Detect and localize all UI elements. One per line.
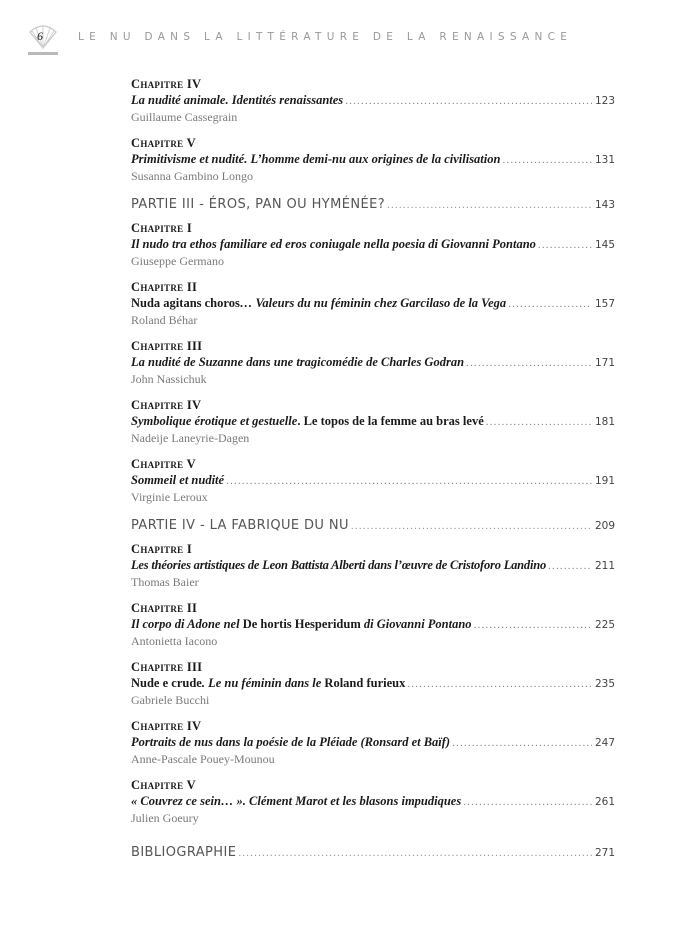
dot-leader — [407, 676, 592, 693]
chapter-title-line[interactable] — [131, 616, 615, 633]
chapter-label: Chapitre IV — [131, 719, 202, 733]
chapter-title-part: . Le topos de la femme au bras levé — [297, 414, 484, 428]
chapter-label: Chapitre III — [131, 339, 203, 353]
dot-leader — [538, 237, 592, 254]
dot-leader — [466, 355, 592, 372]
chapter-label: Chapitre I — [131, 221, 193, 235]
toc-entry — [131, 279, 615, 329]
dot-leader — [463, 794, 592, 811]
dot-leader — [474, 617, 592, 634]
chapter-author: Thomas Baier — [131, 575, 199, 589]
chapter-title: « Couvrez ce sein… ». Clément Marot et les blasons impudiques — [131, 794, 462, 808]
part-title: PARTIE IV - LA FABRIQUE DU NU — [131, 518, 349, 533]
chapter-title-line[interactable] — [131, 92, 615, 109]
running-title: LE NU DANS LA LITTÉRATURE DE LA RENAISSANCE — [78, 31, 573, 43]
page-header — [0, 22, 700, 62]
toc-entry — [131, 220, 615, 270]
toc-entry — [131, 456, 615, 506]
toc-entry — [131, 397, 615, 447]
chapter-title-rest: … Valeurs du nu féminin chez Garcilaso de la Vega — [239, 296, 507, 310]
part-title: PARTIE III - ÉROS, PAN OU HYMÉNÉE? — [131, 197, 385, 212]
chapter-title — [131, 675, 405, 692]
chapter-title-part: . Le nu féminin dans le — [201, 676, 325, 690]
chapter-title-line[interactable] — [131, 295, 615, 312]
page-ref: 191 — [594, 475, 615, 487]
chapter-label: Chapitre IV — [131, 398, 202, 412]
chapter-title-part: De hortis Hesperidum — [242, 617, 361, 631]
chapter-author: Gabriele Bucchi — [131, 693, 210, 707]
dot-leader — [345, 93, 592, 110]
header-bar — [28, 52, 58, 55]
chapter-title: La nudité animale. Identités renaissantes — [131, 93, 344, 107]
chapter-author: Anne-Pascale Pouey-Mounou — [131, 752, 275, 766]
dot-leader — [387, 195, 592, 215]
part-heading[interactable] — [131, 516, 615, 536]
toc-entry — [131, 135, 615, 185]
chapter-title — [131, 413, 484, 430]
page-ref: 247 — [594, 737, 615, 749]
toc-entry — [131, 718, 615, 768]
chapter-label: Chapitre II — [131, 280, 198, 294]
page-ref: 131 — [594, 154, 615, 166]
toc-entry — [131, 541, 615, 591]
chapter-title: Il nudo tra ethos familiare ed eros coniugale nella poesia di Giovanni Pontano — [131, 237, 536, 251]
chapter-author: Virginie Leroux — [131, 490, 208, 504]
chapter-label: Chapitre IV — [131, 77, 202, 91]
toc-entry — [131, 777, 615, 827]
toc-entry — [131, 600, 615, 650]
chapter-title: Portraits de nus dans la poésie de la Pléiade (Ronsard et Baïf) — [131, 735, 451, 749]
chapter-title-line[interactable] — [131, 557, 615, 574]
dot-leader — [452, 735, 592, 752]
part-heading[interactable] — [131, 195, 615, 215]
dot-leader — [238, 843, 592, 863]
page-ref: 271 — [594, 847, 615, 859]
dot-leader — [226, 473, 592, 490]
chapter-title-upright: Nuda agitans choros — [131, 296, 240, 310]
chapter-title-line[interactable] — [131, 413, 615, 430]
page-ref: 171 — [594, 357, 615, 369]
chapter-title-line[interactable] — [131, 236, 615, 253]
chapter-title — [131, 295, 506, 312]
dot-leader — [486, 414, 592, 431]
bibliography-title: BIBLIOGRAPHIE — [131, 845, 237, 860]
shell-icon — [26, 22, 60, 52]
chapter-title: Primitivisme et nudité. L’homme demi-nu aux origines de la civilisation — [131, 152, 501, 166]
chapter-label: Chapitre V — [131, 457, 196, 471]
chapter-title — [131, 616, 472, 633]
chapter-title: Les théories artistiques de Leon Battista Alberti dans l’œuvre de Cristoforo Landino — [131, 558, 547, 572]
chapter-title-part: di Giovanni Pontano — [360, 617, 472, 631]
chapter-author: Giuseppe Germano — [131, 254, 224, 268]
chapter-author: Antonietta Iacono — [131, 634, 218, 648]
page-ref: 123 — [594, 95, 615, 107]
dot-leader — [548, 558, 592, 575]
page-ref: 145 — [594, 239, 615, 251]
chapter-label: Chapitre V — [131, 136, 196, 150]
page-ref: 181 — [594, 416, 615, 428]
chapter-author: Julien Goeury — [131, 811, 199, 825]
page-ref: 261 — [594, 796, 615, 808]
toc-entry — [131, 76, 615, 126]
chapter-title-part: Nude e crude — [131, 676, 202, 690]
table-of-contents — [131, 76, 615, 868]
chapter-author: Roland Béhar — [131, 313, 198, 327]
bibliography-heading[interactable] — [131, 843, 615, 863]
page-ref: 143 — [594, 199, 615, 211]
chapter-author: Nadeije Laneyrie-Dagen — [131, 431, 250, 445]
chapter-title-part: Il corpo di Adone nel — [131, 617, 243, 631]
page-ref: 157 — [594, 298, 615, 310]
dot-leader — [351, 516, 592, 536]
page-ref: 235 — [594, 678, 615, 690]
chapter-title-part: Roland furieux — [324, 676, 406, 690]
chapter-author: Guillaume Cassegrain — [131, 110, 238, 124]
chapter-label: Chapitre I — [131, 542, 193, 556]
toc-entry — [131, 338, 615, 388]
page-ref: 209 — [594, 520, 615, 532]
dot-leader — [502, 152, 592, 169]
chapter-title-line[interactable] — [131, 675, 615, 692]
page-ref: 211 — [594, 560, 615, 572]
page-ref: 225 — [594, 619, 615, 631]
chapter-author: John Nassichuk — [131, 372, 207, 386]
page-number: 6 — [37, 29, 43, 43]
chapter-title-line[interactable] — [131, 354, 615, 371]
chapter-label: Chapitre III — [131, 660, 203, 674]
dot-leader — [508, 296, 592, 313]
chapter-title-line[interactable] — [131, 734, 615, 751]
chapter-title-part: Symbolique érotique et gestuelle — [131, 414, 298, 428]
chapter-title-line[interactable] — [131, 472, 615, 489]
chapter-title: La nudité de Suzanne dans une tragicomédie de Charles Godran — [131, 355, 465, 369]
chapter-label: Chapitre II — [131, 601, 198, 615]
toc-entry — [131, 659, 615, 709]
chapter-title-line[interactable] — [131, 793, 615, 810]
chapter-label: Chapitre V — [131, 778, 196, 792]
chapter-title: Sommeil et nudité — [131, 473, 225, 487]
chapter-title-line[interactable] — [131, 151, 615, 168]
chapter-author: Susanna Gambino Longo — [131, 169, 253, 183]
